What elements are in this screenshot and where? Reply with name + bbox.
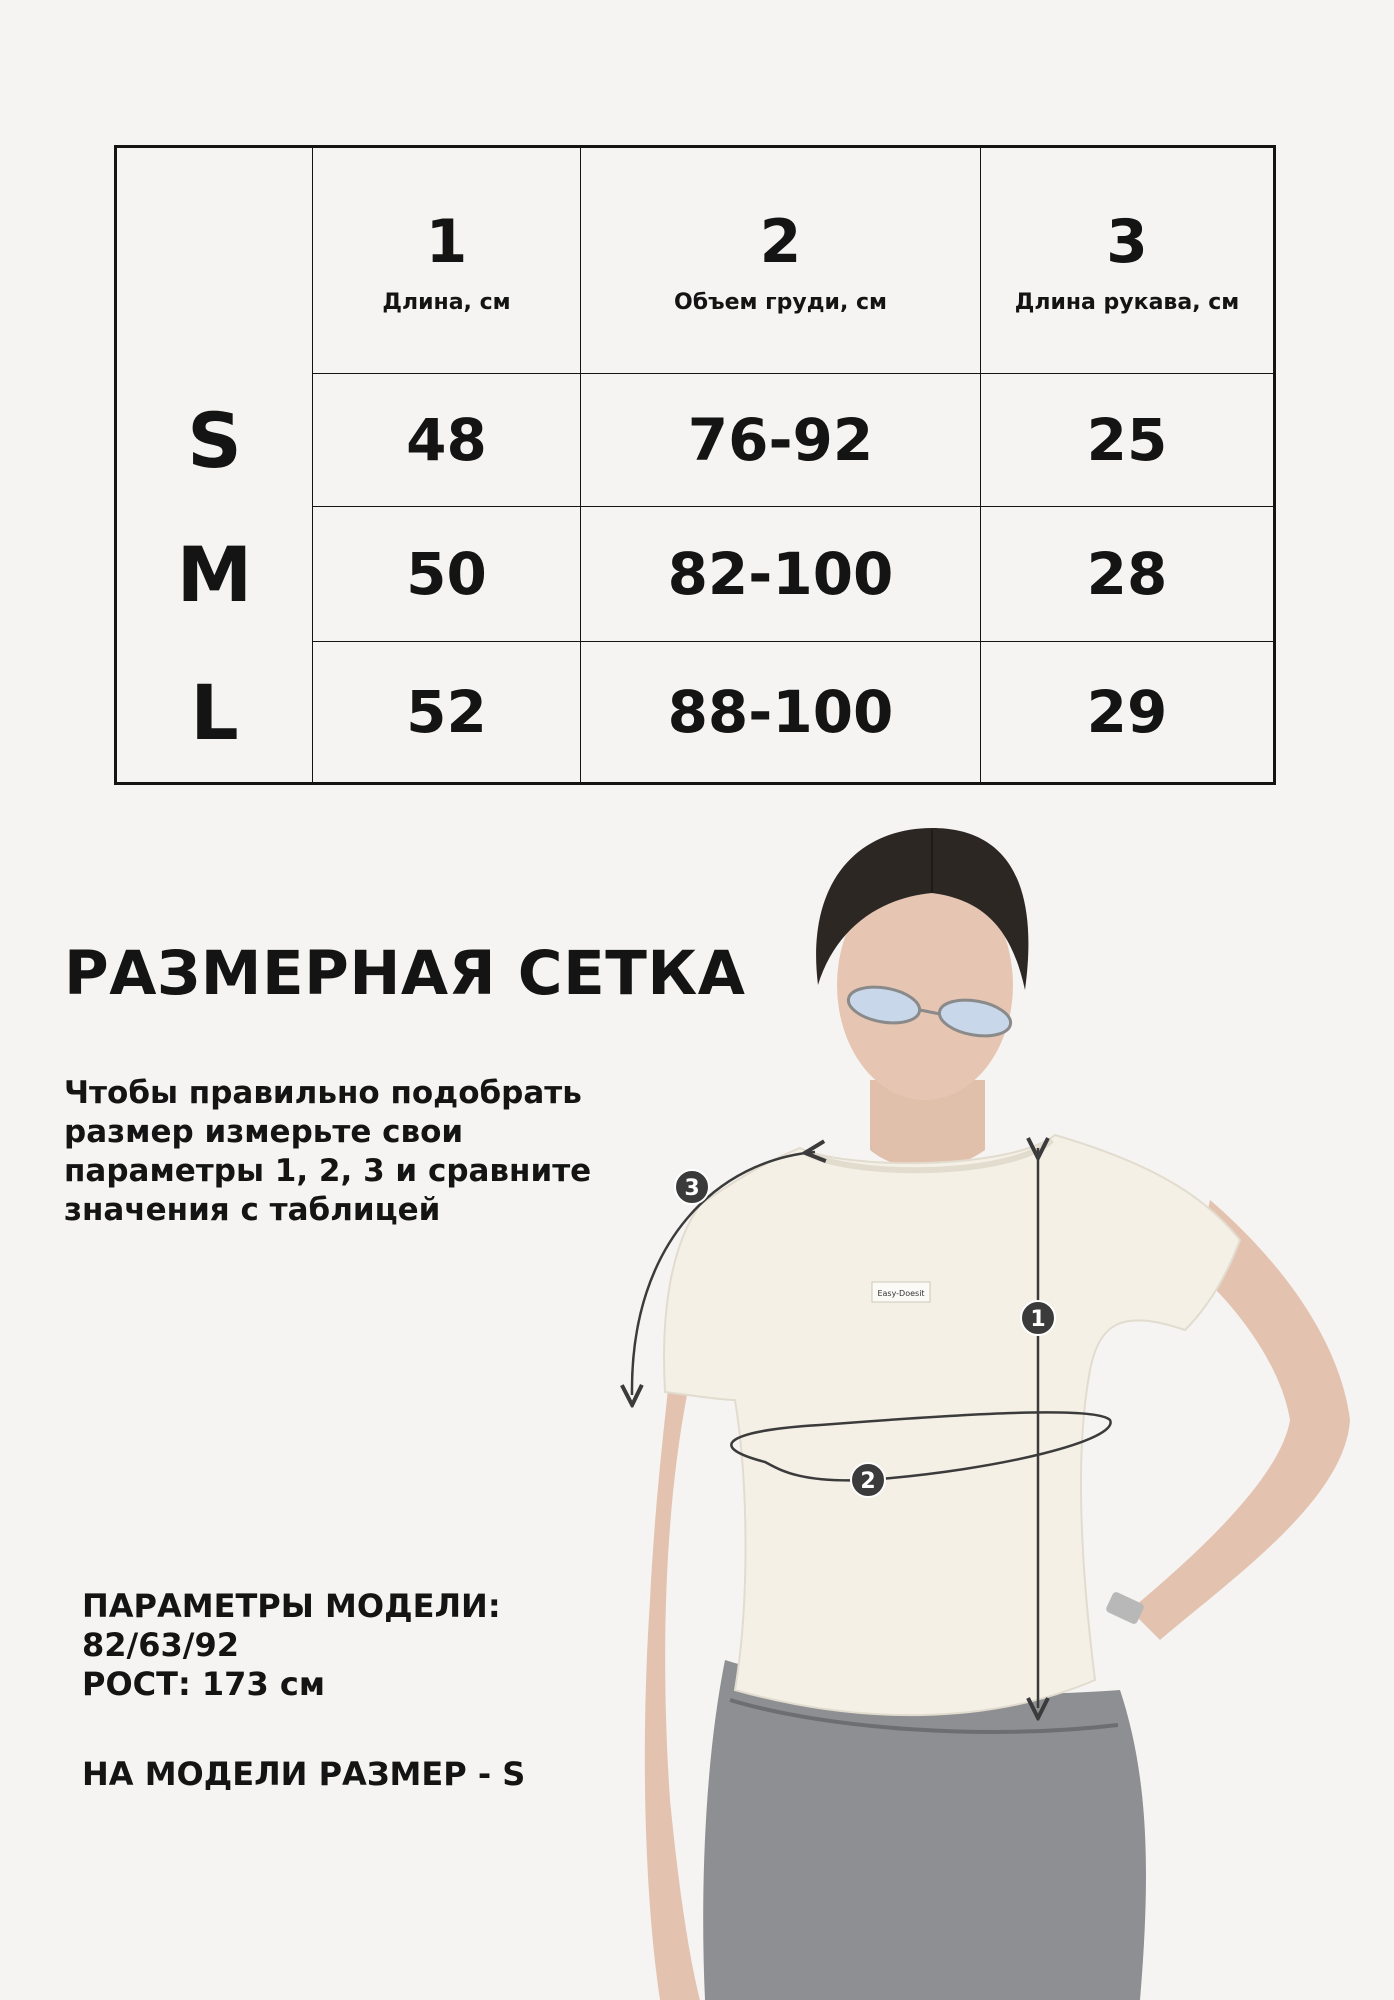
cell-value: 48 <box>406 406 487 474</box>
cell-value: 25 <box>1086 406 1168 474</box>
cell-value: 88-100 <box>667 678 894 746</box>
table-cell <box>981 374 1273 507</box>
instructions-line: значения с таблицей <box>64 1192 441 1228</box>
table-cell <box>981 507 1273 642</box>
column-header-sleeve <box>981 148 1273 374</box>
column-number: 1 <box>425 207 468 277</box>
model-params-line: РОСТ: 173 см <box>82 1665 325 1703</box>
model-params <box>82 1587 501 1704</box>
marker-label: 2 <box>860 1469 876 1494</box>
size-letter: L <box>190 667 239 757</box>
column-label: Длина рукава, см <box>1014 290 1240 315</box>
column-label: Объем груди, см <box>674 290 887 315</box>
wrist-watch <box>1105 1591 1145 1625</box>
table-cell <box>313 507 581 642</box>
size-label-m <box>117 507 313 642</box>
instructions-line: параметры 1, 2, 3 и сравните <box>64 1153 592 1189</box>
table-cell <box>581 507 981 642</box>
size-letter: M <box>176 530 253 619</box>
cell-value: 76-92 <box>687 406 874 474</box>
model-photo <box>600 810 1394 2000</box>
marker-2 <box>851 1463 885 1497</box>
size-table <box>114 145 1276 785</box>
cell-value: 28 <box>1086 540 1168 608</box>
model-params-line: 82/63/92 <box>82 1626 239 1664</box>
cell-value: 82-100 <box>667 540 894 608</box>
table-cell <box>313 374 581 507</box>
cell-value: 50 <box>406 540 487 608</box>
model-arm-left <box>645 1370 700 2000</box>
column-number: 2 <box>759 207 802 277</box>
cell-value: 52 <box>406 678 487 746</box>
model-params-line: ПАРАМЕТРЫ МОДЕЛИ: <box>82 1587 501 1625</box>
table-cell <box>313 642 581 782</box>
marker-1 <box>1021 1301 1055 1335</box>
shirt-tag-text: Easy-Doesit <box>877 1289 925 1298</box>
table-corner-cell <box>117 148 313 374</box>
column-header-length <box>313 148 581 374</box>
size-label-l <box>117 642 313 782</box>
table-cell <box>581 642 981 782</box>
size-letter: S <box>187 396 242 485</box>
size-label-s <box>117 374 313 507</box>
page-title: РАЗМЕРНАЯ СЕТКА <box>64 938 746 1009</box>
cell-value: 29 <box>1086 678 1168 746</box>
instructions-line: размер измерьте свои <box>64 1114 464 1150</box>
column-label: Длина, см <box>382 290 511 315</box>
instructions-line: Чтобы правильно подобрать <box>64 1075 582 1111</box>
marker-3 <box>675 1170 709 1204</box>
column-number: 3 <box>1106 207 1148 277</box>
table-cell <box>981 642 1273 782</box>
marker-label: 3 <box>684 1176 700 1201</box>
column-header-chest <box>581 148 981 374</box>
model-size-note: НА МОДЕЛИ РАЗМЕР - S <box>82 1755 526 1793</box>
marker-label: 1 <box>1030 1307 1046 1332</box>
instructions-text <box>64 1074 644 1230</box>
table-cell <box>581 374 981 507</box>
